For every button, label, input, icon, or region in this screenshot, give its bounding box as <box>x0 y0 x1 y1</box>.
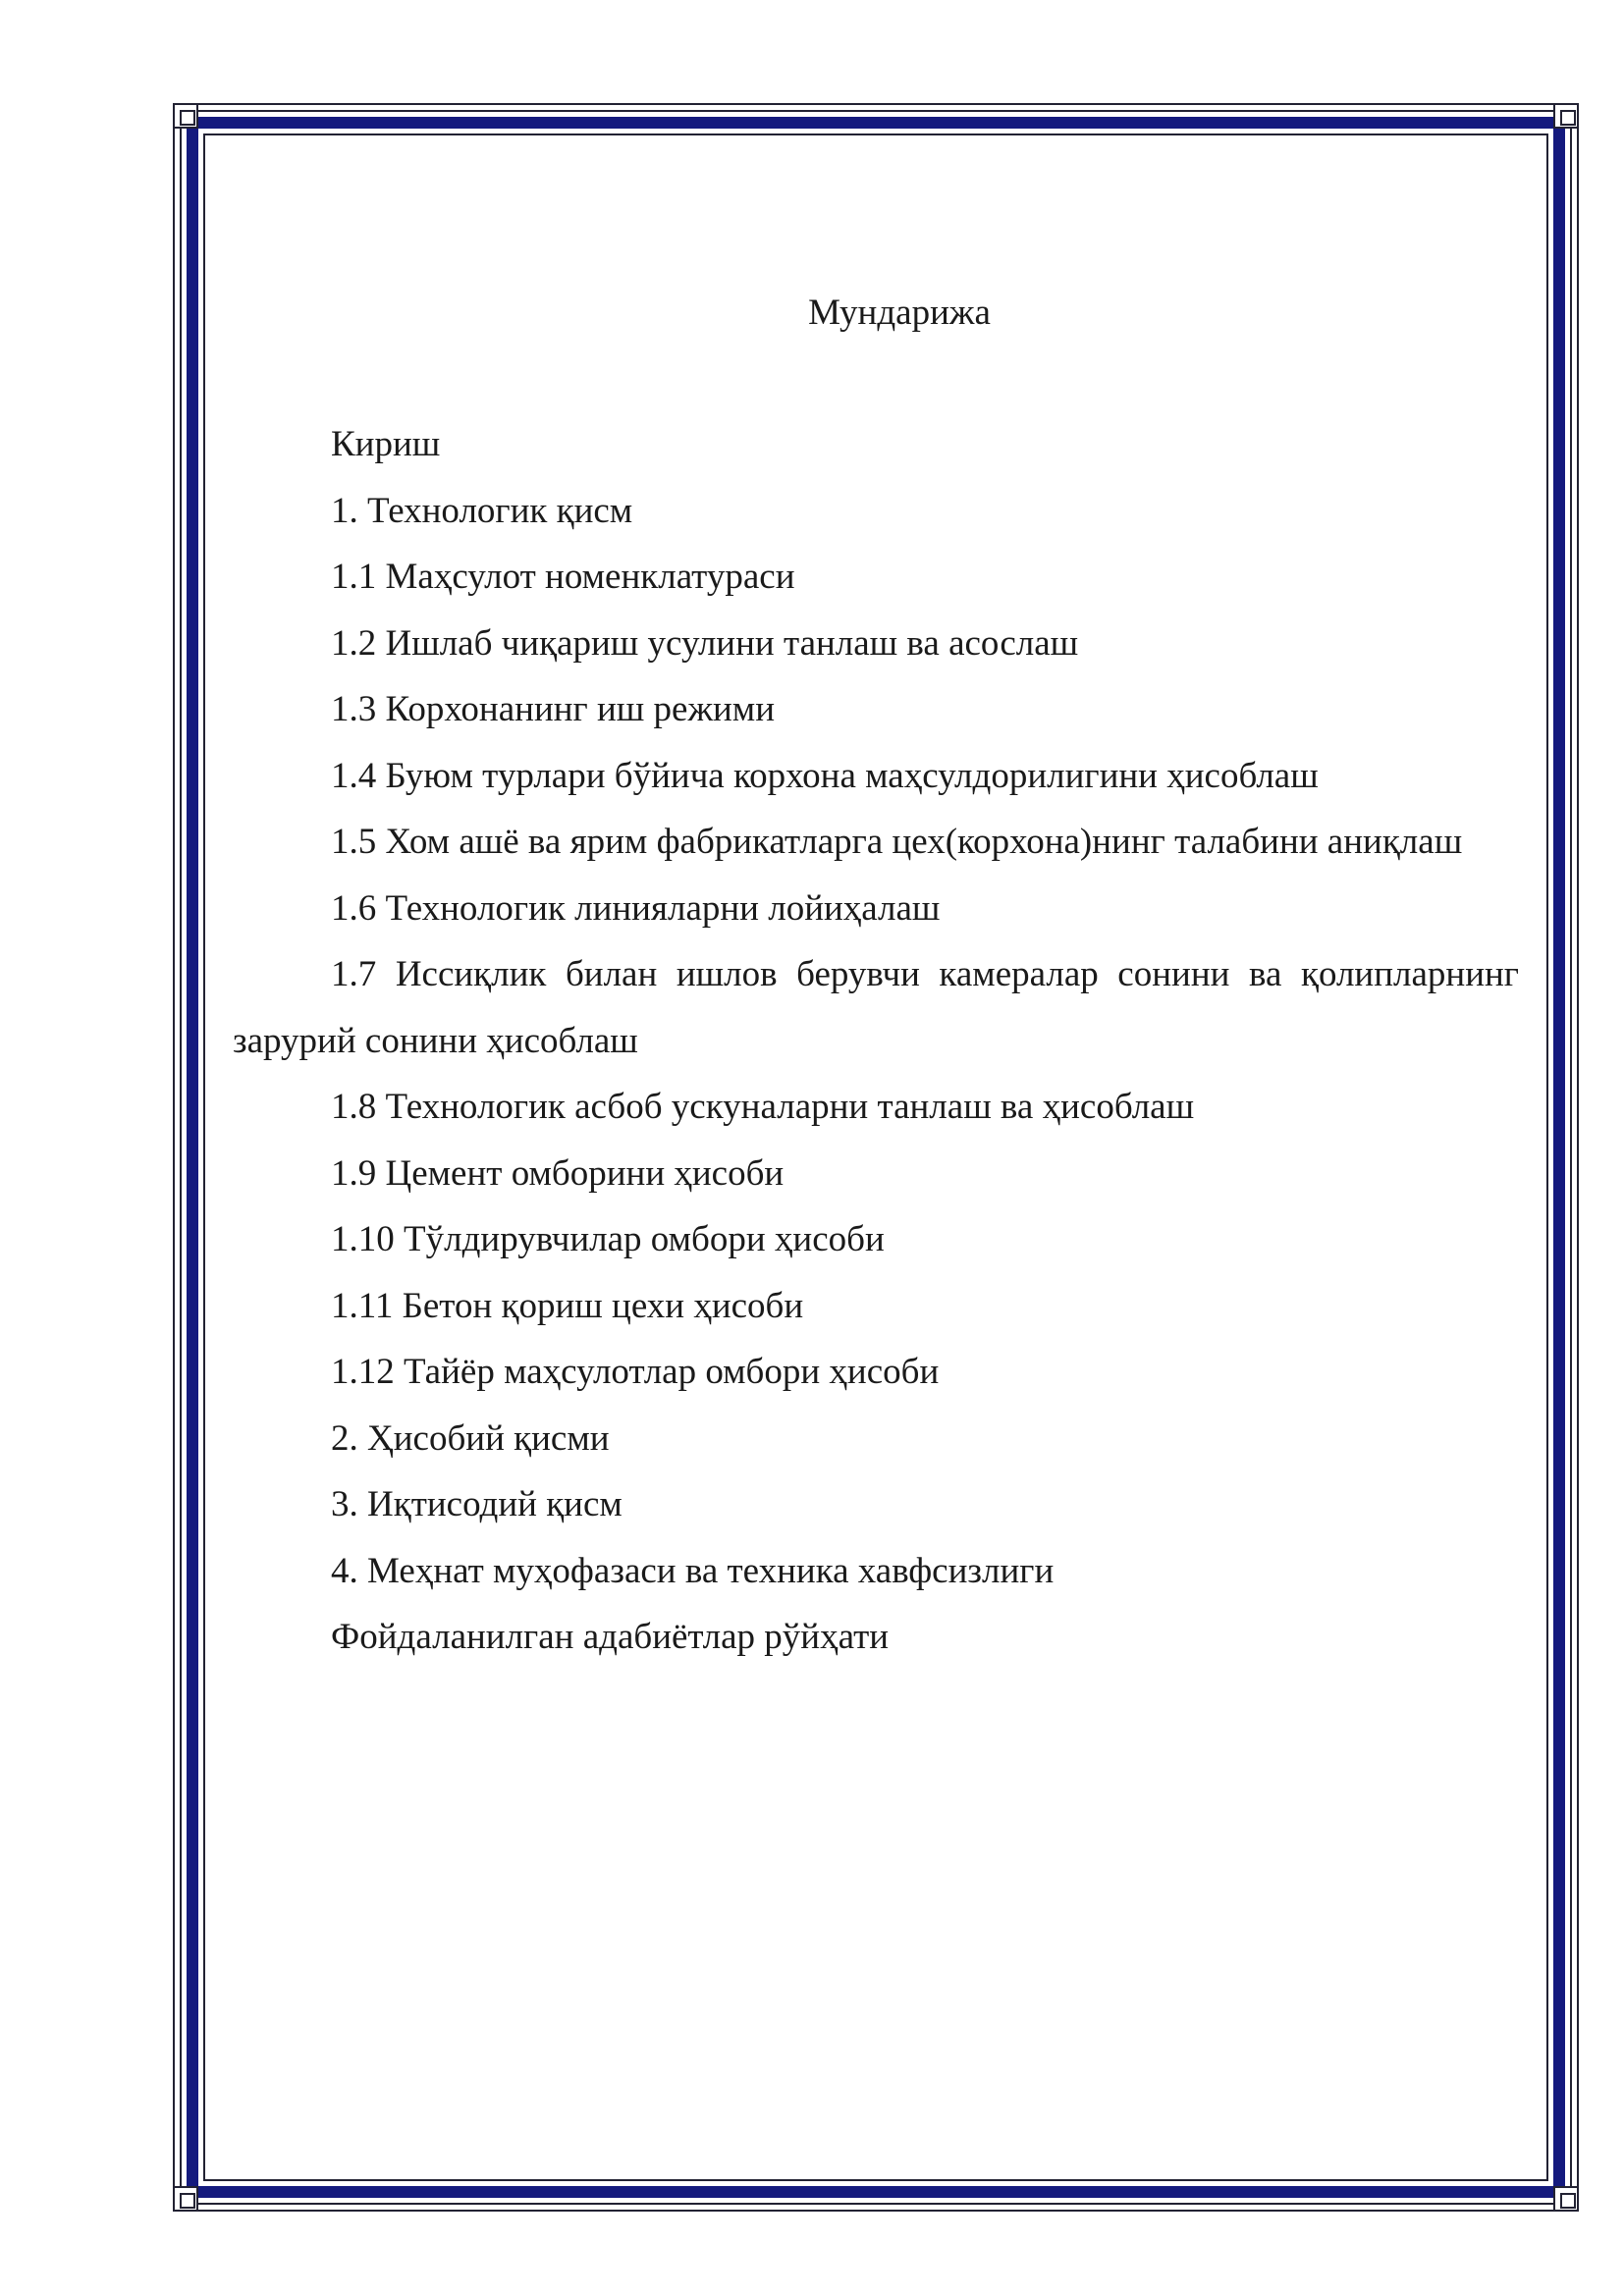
page-title: Мундарижа <box>808 293 991 333</box>
toc-item-1-11: 1.11 Бетон қориш цехи ҳисоби <box>331 1285 804 1326</box>
toc-item-1-1: 1.1 Маҳсулот номенклатураси <box>331 557 795 597</box>
toc-item-section-1: 1. Технологик қисм <box>331 490 633 531</box>
toc-item-section-3: 3. Иқтисодий қисм <box>331 1484 623 1524</box>
toc-item-1-9: 1.9 Цемент омборини ҳисоби <box>331 1152 785 1194</box>
table-of-contents <box>233 280 1519 1671</box>
toc-item-section-2: 2. Ҳисобий қисми <box>331 1417 610 1459</box>
toc-item-1-2: 1.2 Ишлаб чиқариш усулини танлаш ва асослаш <box>331 622 1079 664</box>
border-corner-ornament <box>173 103 198 129</box>
toc-item-1-6: 1.6 Технологик линияларни лойиҳалаш <box>331 887 941 929</box>
toc-item-1-7: 1.7 Иссиқлик билан ишлов берувчи камералар сонини ва қолипларнинг зарурий сонини ҳисоблаш <box>233 954 1519 1061</box>
toc-item-1-3: 1.3 Корхонанинг иш режими <box>331 689 776 729</box>
border-corner-ornament <box>1553 2186 1579 2212</box>
border-corner-ornament <box>173 2186 198 2212</box>
toc-item-section-4: 4. Меҳнат муҳофазаси ва техника хавфсизлиги <box>331 1550 1055 1591</box>
toc-item-references: Фойдаланилган адабиётлар рўйҳати <box>331 1617 890 1657</box>
toc-item-introduction: Кириш <box>331 424 441 464</box>
toc-item-1-8: 1.8 Технологик асбоб ускуналарни танлаш ва ҳисоблаш <box>331 1087 1195 1127</box>
toc-item-1-4: 1.4 Буюм турлари бўйича корхона маҳсулдорилигини ҳисоблаш <box>331 755 1319 796</box>
toc-list <box>233 411 1519 1671</box>
toc-item-1-5: 1.5 Хом ашё ва ярим фабрикатларга цех(корхона)нинг талабини аниқлаш <box>331 822 1463 862</box>
toc-item-1-12: 1.12 Тайёр маҳсулотлар омбори ҳисоби <box>331 1352 940 1392</box>
toc-item-1-10: 1.10 Тўлдирувчилар омбори ҳисоби <box>331 1219 885 1259</box>
border-corner-ornament <box>1553 103 1579 129</box>
